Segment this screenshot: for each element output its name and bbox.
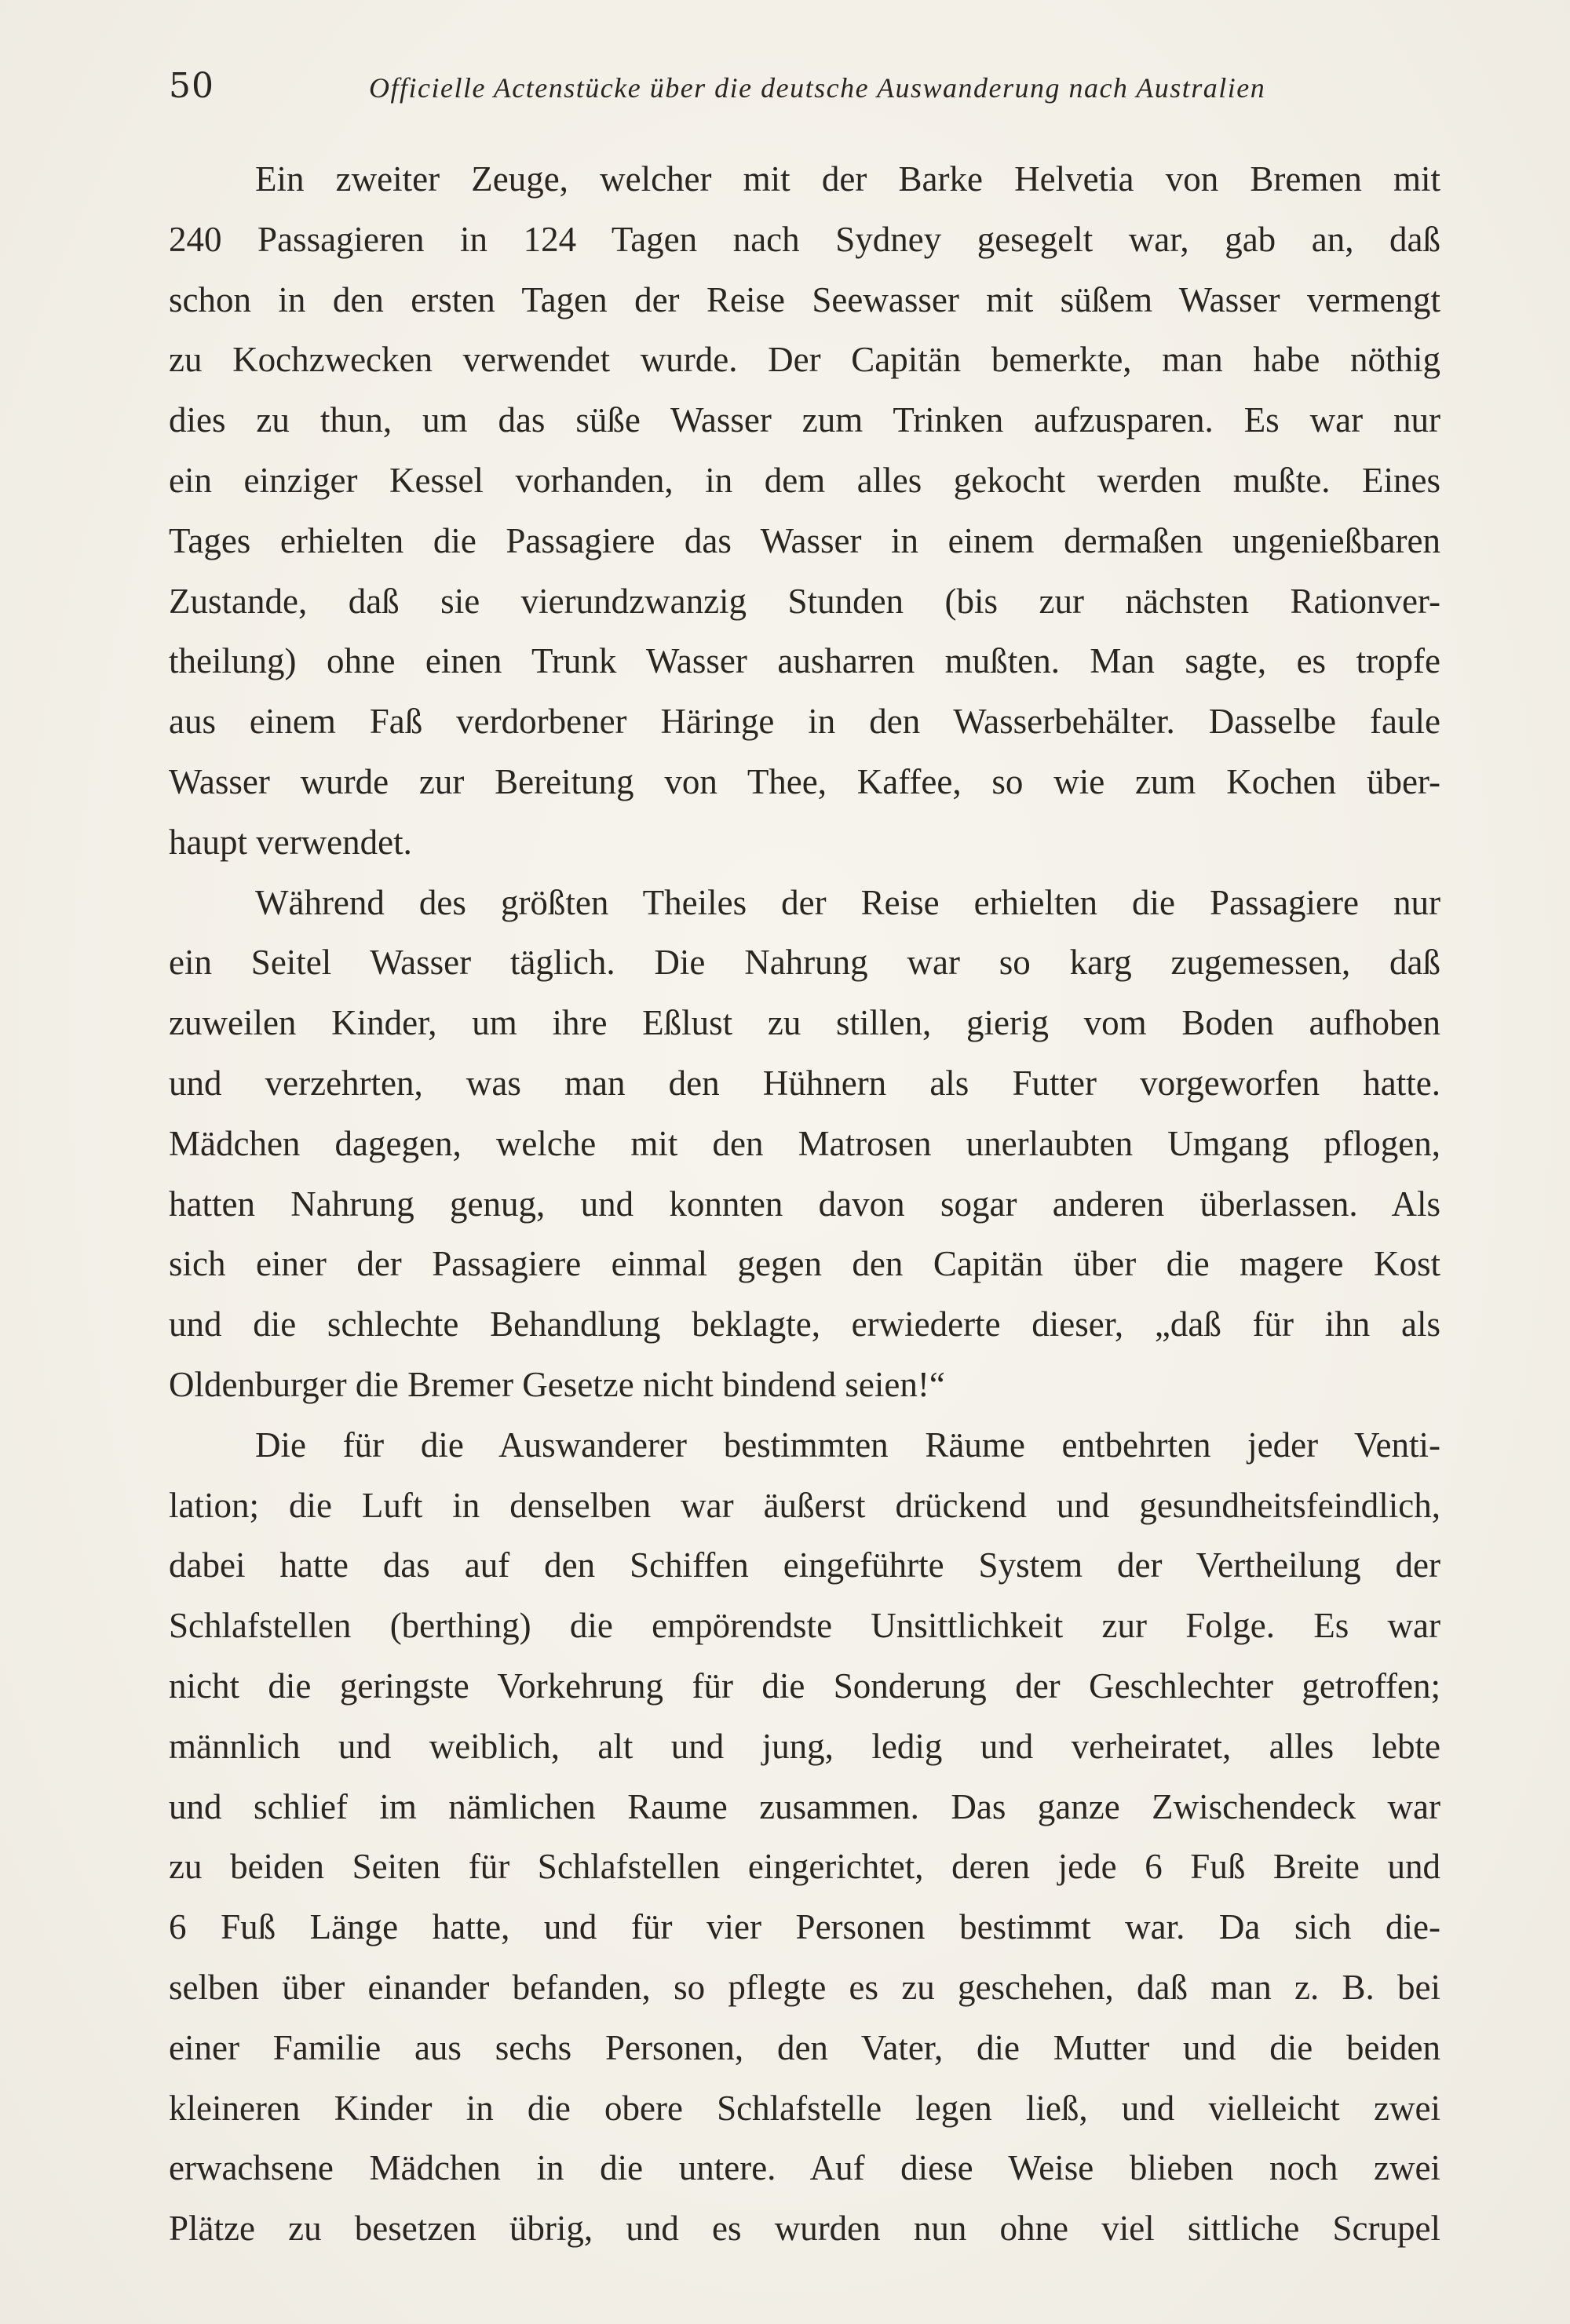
- text-line: sich einer der Passagiere einmal gegen den Capitän über die magere Kost: [169, 1244, 1440, 1284]
- text-line: und die schlechte Behandlung beklagte, erwiederte dieser, „daß für ihn als: [169, 1304, 1440, 1344]
- text-line: ein Seitel Wasser täglich. Die Nahrung war so karg zugemessen, daß: [169, 943, 1440, 983]
- text-line: kleineren Kinder in die obere Schlafstelle legen ließ, und vielleicht zwei: [169, 2088, 1440, 2128]
- text-line: Ein zweiter Zeuge, welcher mit der Barke Helvetia von Bremen mit: [255, 159, 1440, 199]
- text-line: dabei hatte das auf den Schiffen eingeführte System der Vertheilung der: [169, 1545, 1440, 1585]
- text-line: Plätze zu besetzen übrig, und es wurden nun ohne viel sittliche Scrupel: [169, 2209, 1440, 2249]
- text-line: erwachsene Mädchen in die untere. Auf diese Weise blieben noch zwei: [169, 2148, 1440, 2188]
- body-text: [169, 149, 1440, 2259]
- text-line: schon in den ersten Tagen der Reise Seewasser mit süßem Wasser vermengt: [169, 279, 1440, 319]
- text-line: haupt verwendet.: [169, 822, 412, 862]
- text-line: Die für die Auswanderer bestimmten Räume entbehrten jeder Venti-: [255, 1425, 1440, 1465]
- text-line: dies zu thun, um das süße Wasser zum Trinken aufzusparen. Es war nur: [169, 400, 1440, 440]
- text-line: selben über einander befanden, so pflegte es zu geschehen, daß man z. B. bei: [169, 1967, 1440, 2007]
- text-line: Tages erhielten die Passagiere das Wasser in einem dermaßen ungenießbaren: [169, 520, 1440, 560]
- text-line: Zustande, daß sie vierundzwanzig Stunden (bis zur nächsten Rationver-: [169, 581, 1440, 621]
- text-line: 240 Passagieren in 124 Tagen nach Sydney gesegelt war, gab an, daß: [169, 219, 1440, 259]
- text-line: zu Kochzwecken verwendet wurde. Der Capitän bemerkte, man habe nöthig: [169, 340, 1440, 380]
- page-header: [169, 63, 1440, 110]
- text-line: Schlafstellen (berthing) die empörendste Unsittlichkeit zur Folge. Es war: [169, 1606, 1440, 1646]
- text-line: einer Familie aus sechs Personen, den Vater, die Mutter und die beiden: [169, 2027, 1440, 2067]
- text-line: männlich und weiblich, alt und jung, ledig und verheiratet, alles lebte: [169, 1726, 1440, 1766]
- text-line: Wasser wurde zur Bereitung von Thee, Kaffee, so wie zum Kochen über-: [169, 761, 1440, 801]
- text-line: nicht die geringste Vorkehrung für die Sonderung der Geschlechter getroffen;: [169, 1665, 1440, 1706]
- text-line: hatten Nahrung genug, und konnten davon sogar anderen überlassen. Als: [169, 1184, 1440, 1224]
- text-line: theilung) ohne einen Trunk Wasser ausharren mußten. Man sagte, es tropfe: [169, 641, 1440, 681]
- running-title: Officielle Actenstücke über die deutsche Auswanderung nach Australien: [369, 72, 1266, 104]
- text-line: Mädchen dagegen, welche mit den Matrosen unerlaubten Umgang pflogen,: [169, 1123, 1440, 1163]
- text-line: lation; die Luft in denselben war äußerst drückend und gesundheitsfeindlich,: [169, 1485, 1440, 1525]
- text-line: ein einziger Kessel vorhanden, in dem alles gekocht werden mußte. Eines: [169, 460, 1440, 500]
- text-line: zuweilen Kinder, um ihre Eßlust zu stillen, gierig vom Boden aufhoben: [169, 1003, 1440, 1043]
- paragraph-2: [169, 873, 1440, 1415]
- text-line: 6 Fuß Länge hatte, und für vier Personen bestimmt war. Da sich die-: [169, 1907, 1440, 1947]
- paragraph-1: [169, 149, 1440, 873]
- page-number: 50: [169, 66, 214, 106]
- text-line: Oldenburger die Bremer Gesetze nicht bindend seien!“: [169, 1364, 945, 1404]
- text-line: zu beiden Seiten für Schlafstellen eingerichtet, deren jede 6 Fuß Breite und: [169, 1847, 1440, 1887]
- text-line: aus einem Faß verdorbener Häringe in den Wasserbehälter. Dasselbe faule: [169, 702, 1440, 742]
- text-line: und schlief im nämlichen Raume zusammen. Das ganze Zwischendeck war: [169, 1786, 1440, 1826]
- text-line: Während des größten Theiles der Reise erhielten die Passagiere nur: [255, 882, 1440, 922]
- paragraph-3: [169, 1415, 1440, 2259]
- text-line: und verzehrten, was man den Hühnern als Futter vorgeworfen hatte.: [169, 1063, 1440, 1103]
